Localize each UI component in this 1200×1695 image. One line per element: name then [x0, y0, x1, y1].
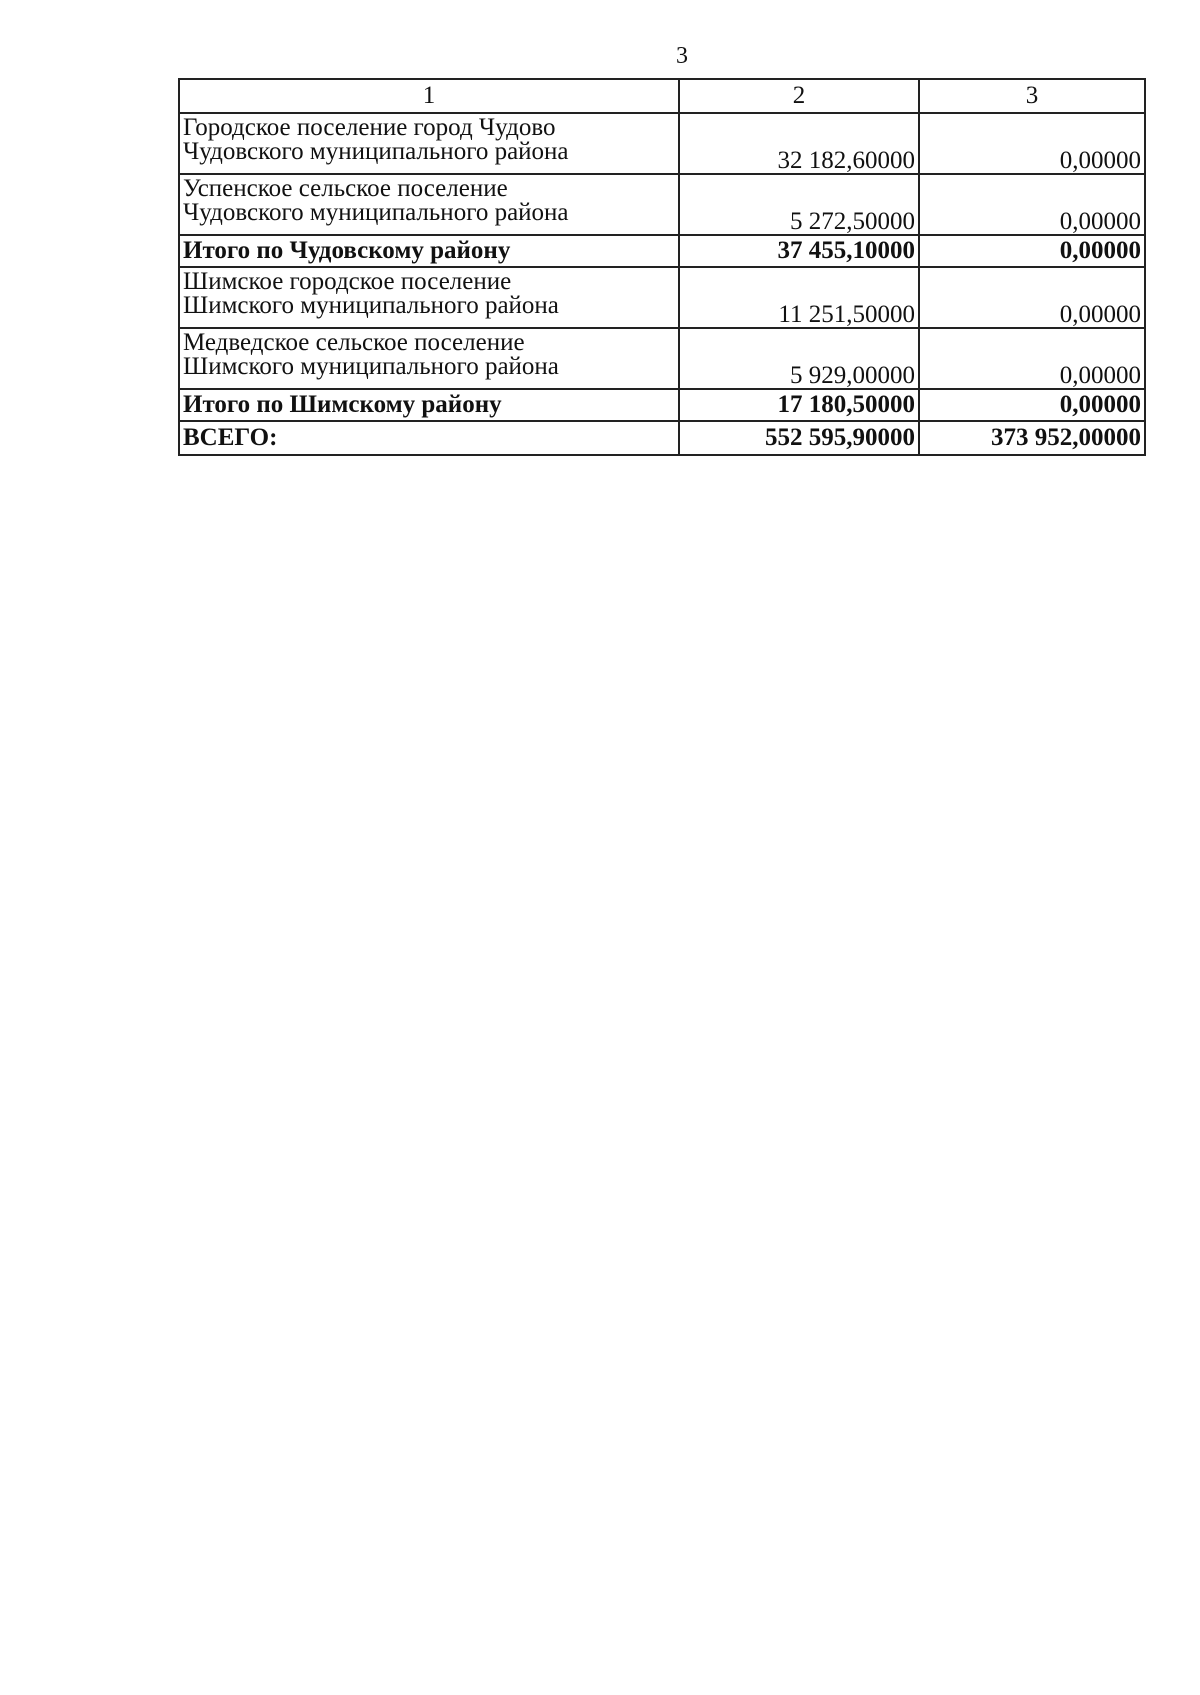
amount-col3-cell: 0,00000 — [919, 113, 1145, 174]
table-row — [179, 267, 1145, 328]
settlement-name: Шимское городское поселение — [183, 268, 512, 295]
settlement-name-cell — [179, 113, 679, 174]
settlement-name-cell — [179, 174, 679, 235]
page-number: 3 — [676, 43, 688, 69]
settlement-name: Успенское сельское поселение — [183, 175, 508, 202]
district-total-row — [179, 235, 1145, 267]
table-header-row — [179, 79, 1145, 113]
column-header-1: 1 — [179, 79, 679, 113]
grand-total-col3-cell: 373 952,00000 — [919, 421, 1145, 455]
grand-total-col2-cell: 552 595,90000 — [679, 421, 919, 455]
total-col3-cell: 0,00000 — [919, 235, 1145, 267]
table-row — [179, 113, 1145, 174]
amount-col2-cell: 5 929,00000 — [679, 328, 919, 389]
amount-col2-cell: 11 251,50000 — [679, 267, 919, 328]
total-col2-cell: 17 180,50000 — [679, 389, 919, 421]
grand-total-label-cell: ВСЕГО: — [179, 421, 679, 455]
amount-col3-cell: 0,00000 — [919, 267, 1145, 328]
column-header-2: 2 — [679, 79, 919, 113]
settlement-name: Медведское сельское поселение — [183, 329, 525, 356]
district-name: Шимского муниципального района — [183, 353, 559, 380]
district-total-row — [179, 389, 1145, 421]
settlement-name-cell — [179, 328, 679, 389]
settlement-name-cell — [179, 267, 679, 328]
amount-col2-cell: 5 272,50000 — [679, 174, 919, 235]
total-col2-cell: 37 455,10000 — [679, 235, 919, 267]
total-col3-cell: 0,00000 — [919, 389, 1145, 421]
amount-col2-cell: 32 182,60000 — [679, 113, 919, 174]
district-name: Шимского муниципального района — [183, 292, 559, 319]
table-row — [179, 174, 1145, 235]
total-label-cell: Итого по Чудовскому району — [179, 235, 679, 267]
amount-col3-cell: 0,00000 — [919, 174, 1145, 235]
district-name: Чудовского муниципального района — [183, 138, 569, 165]
amount-col3-cell: 0,00000 — [919, 328, 1145, 389]
grand-total-row — [179, 421, 1145, 455]
column-header-3: 3 — [919, 79, 1145, 113]
table-row — [179, 328, 1145, 389]
district-name: Чудовского муниципального района — [183, 199, 569, 226]
total-label-cell: Итого по Шимскому району — [179, 389, 679, 421]
settlement-name: Городское поселение город Чудово — [183, 114, 556, 141]
budget-table — [178, 78, 1146, 456]
